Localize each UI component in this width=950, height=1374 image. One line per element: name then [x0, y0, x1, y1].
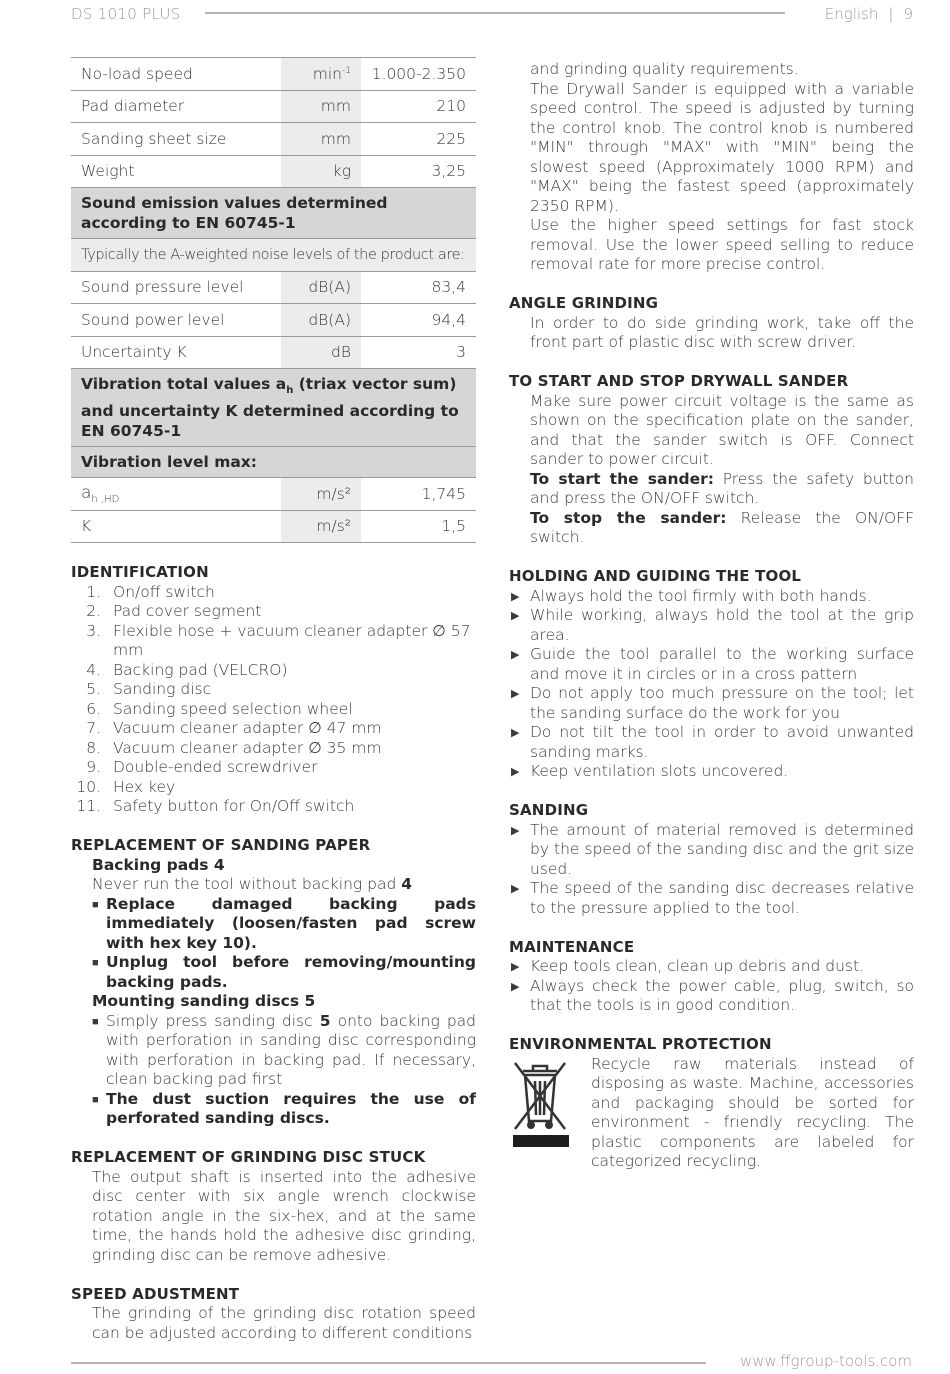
spec-row [71, 478, 476, 511]
list-item: ▶ Always hold the tool firmly with both hands. [511, 586, 872, 605]
list-item: ▶ Do not apply too much pressure on the tool; let the sanding surface do the work for you [511, 684, 914, 722]
spec-value: 1,5 [361, 510, 476, 543]
environment-text: Recycle raw materials instead of disposing as waste. Machine, accessories and packaging should be sorted for environment - friendly recycling. The plastic components are labeled for categorized recycling. [591, 1054, 914, 1170]
triangle-bullet-icon: ▶ [511, 609, 520, 622]
stuck-text: The output shaft is inserted into the adhesive disc center with six angle wrench clockwise rotation angle in the six-hex, and at the same time, the hands hold the adhesive disc grinding, grinding disc can be remove adhesive. [92, 1167, 476, 1264]
spec-subheader [71, 239, 476, 272]
environment-heading: ENVIRONMENTAL PROTECTION [509, 1035, 772, 1053]
triangle-bullet-icon: ▶ [511, 960, 520, 973]
spec-label: $a_{h ,HD}$ [71, 478, 281, 511]
footer-url[interactable]: www.ffgroup-tools.com [739, 1352, 912, 1370]
triangle-bullet-icon: ▶ [511, 979, 520, 993]
list-item: ■ Unplug tool before removing/mounting backing pads. [92, 953, 476, 991]
speed-settings-text: Use the higher speed settings for fast stock removal. Use the lower speed selling to reduce removal rate for more precise control. [530, 216, 914, 273]
speed-control-text: The Drywall Sander is equipped with a variable speed control. The speed is adjusted by turning the control knob. The control knob is numbered "MIN" through "MAX" with "MIN" being the slowest speed (Approximately 1000 RPM) and "MAX" being the fastest speed (approximately 2350 RPM). [530, 79, 914, 215]
header-language: English [824, 5, 879, 23]
list-item: ▶ Guide the tool parallel to the working surface and move it in circles or in a cross pattern [511, 645, 914, 683]
spec-unit: dB [281, 336, 361, 369]
never-run-text: Never run the tool without backing pad 4 [92, 875, 413, 893]
maintenance-heading: MAINTENANCE [509, 937, 635, 956]
spec-unit: dB(A) [281, 304, 361, 337]
spec-row [71, 123, 476, 156]
spec-value: 83,4 [361, 271, 476, 304]
start-stop-heading: TO START AND STOP DRYWALL SANDER [509, 372, 849, 390]
start-stop-text: Make sure power circuit voltage is the same as shown on the specification plate on the sander, and that the sander switch is OFF. Connect sander to power circuit. [530, 391, 914, 468]
header-rule [205, 12, 785, 14]
identification-list [71, 583, 476, 817]
spec-unit: $\min^{-1}$ [281, 58, 361, 91]
list-item: ▶ The speed of the sanding disc decreases relative to the pressure applied to the tool. [511, 879, 914, 917]
spec-value: 1.000-2.350 [361, 58, 476, 91]
list-item: 10. Hex key [76, 777, 176, 796]
holding-heading: HOLDING AND GUIDING THE TOOL [509, 567, 802, 585]
triangle-bullet-icon: ▶ [511, 882, 520, 895]
spec-unit: m/s² [281, 510, 361, 543]
maintenance-list [509, 957, 914, 1016]
stop-instruction: To stop the sander: Release the ON/OFF switch. [530, 508, 914, 546]
square-bullet-icon: ■ [92, 956, 99, 969]
spec-row [71, 155, 476, 188]
mounting-bullets [71, 1012, 476, 1129]
spec-row [71, 58, 476, 91]
spec-value: 210 [361, 90, 476, 123]
spec-value: 225 [361, 123, 476, 156]
stuck-heading: REPLACEMENT OF GRINDING DISC STUCK [71, 1148, 426, 1166]
square-bullet-icon: ■ [92, 1092, 99, 1106]
spec-unit: mm [281, 123, 361, 156]
header-model: DS 1010 PLUS [71, 5, 181, 23]
start-instruction: To start the sander: Press the safety button and press the ON/OFF switch. [530, 469, 914, 507]
list-item: ▶ Keep ventilation slots uncovered. [511, 762, 789, 780]
triangle-bullet-icon: ▶ [511, 648, 520, 661]
list-item: 11. Safety button for On/Off switch [76, 797, 355, 815]
noise-levels-note: Typically the A-weighted noise levels of the product are: [71, 239, 476, 272]
spec-unit: dB(A) [281, 271, 361, 304]
header-page-info [825, 5, 913, 23]
triangle-bullet-icon: ▶ [511, 589, 520, 603]
spec-row [71, 510, 476, 543]
spec-row [71, 336, 476, 369]
speed-heading: SPEED ADUSTMENT [71, 1284, 240, 1303]
triangle-bullet-icon: ▶ [511, 765, 520, 778]
left-column [71, 563, 476, 1343]
spec-label: Uncertainty K [71, 336, 281, 369]
replacement-heading: REPLACEMENT OF SANDING PAPER [71, 836, 371, 854]
list-item: 7. Vacuum cleaner adapter ∅ 47 mm [86, 719, 382, 737]
spec-value: 94,4 [361, 304, 476, 337]
sanding-list [509, 821, 914, 919]
square-bullet-icon: ■ [92, 897, 99, 911]
spec-table [71, 57, 476, 543]
triangle-bullet-icon: ▶ [511, 823, 520, 837]
spec-section-header [71, 447, 476, 478]
spec-label: Sound pressure level [71, 271, 281, 304]
list-item: 4. Backing pad (VELCRO) [86, 660, 288, 679]
spec-label: K [71, 510, 281, 543]
angle-heading: ANGLE GRINDING [509, 294, 659, 312]
footer-rule [71, 1362, 706, 1364]
identification-heading: IDENTIFICATION [71, 563, 209, 581]
speed-text: The grinding of the grinding disc rotation speed can be adjusted according to different conditions [92, 1304, 476, 1342]
sound-emission-heading: Sound emission values determined according to EN 60745-1 [71, 188, 476, 239]
vibration-level-heading: Vibration level max: [71, 447, 476, 478]
list-item: ■ Simply press sanding disc 5 onto backing pad with perforation in sanding disc corresponding with perforation in backing pad. If necessary, clean backing pad first [92, 1011, 476, 1088]
spec-value: 3 [361, 336, 476, 369]
spec-section-header [71, 188, 476, 239]
spec-unit: m/s² [281, 478, 361, 511]
spec-label: No-load speed [71, 58, 281, 91]
spec-row [71, 304, 476, 337]
weee-crossed-bin-icon [509, 1055, 591, 1172]
list-item: ■ The dust suction requires the use of perforated sanding discs. [92, 1089, 476, 1127]
backing-bullets [71, 895, 476, 993]
spec-label: Pad diameter [71, 90, 281, 123]
spec-row [71, 90, 476, 123]
list-item: ▶ The amount of material removed is determined by the speed of the sanding disc and the grit size used. [511, 820, 914, 878]
triangle-bullet-icon: ▶ [511, 687, 520, 700]
spec-row [71, 271, 476, 304]
list-item: 9. Double-ended screwdriver [86, 758, 318, 776]
sanding-heading: SANDING [509, 801, 589, 819]
spec-label: Weight [71, 155, 281, 188]
list-item: 2. Pad cover segment [86, 602, 262, 620]
spec-value: 1,745 [361, 478, 476, 511]
mounting-subheading: Mounting sanding discs 5 [92, 992, 316, 1010]
list-item: ▶ While working, always hold the tool at the grip area. [511, 606, 914, 644]
angle-text: In order to do side grinding work, take off the front part of plastic disc with screw driver. [530, 313, 914, 351]
holding-list [509, 587, 914, 782]
list-item: 5. Sanding disc [86, 680, 212, 698]
environment-block [509, 1055, 914, 1172]
header-separator: | [888, 5, 894, 23]
vibration-heading: Vibration total values $a_h$ (triax vector sum) and uncertainty K determined according to EN 60745-1 [71, 369, 476, 447]
list-item: ■ Replace damaged backing pads immediately (loosen/fasten pad screw with hex key 10). [92, 894, 476, 952]
list-item: ▶ Always check the power cable, plug, switch, so that the tools is in good condition. [511, 976, 914, 1014]
speed-text-continued: and grinding quality requirements. [530, 60, 799, 78]
spec-value: 3,25 [361, 155, 476, 188]
spec-unit: kg [281, 155, 361, 188]
list-item: 6. Sanding speed selection wheel [86, 699, 353, 718]
backing-pads-subheading: Backing pads 4 [92, 855, 225, 874]
spec-label: Sound power level [71, 304, 281, 337]
triangle-bullet-icon: ▶ [511, 726, 520, 739]
list-item: 1. On/off switch [86, 582, 215, 601]
right-column [509, 60, 914, 1172]
page-number: 9 [903, 5, 913, 23]
list-item: ▶ Do not tilt the tool in order to avoid unwanted sanding marks. [511, 723, 914, 761]
square-bullet-icon: ■ [92, 1014, 99, 1028]
list-item: ▶ Keep tools clean, clean up debris and dust. [511, 957, 865, 975]
list-item: 3. Flexible hose + vacuum cleaner adapter ∅ 57 mm [86, 621, 471, 659]
list-item: 8. Vacuum cleaner adapter ∅ 35 mm [86, 738, 382, 757]
spec-section-header [71, 369, 476, 447]
spec-label: Sanding sheet size [71, 123, 281, 156]
spec-unit: mm [281, 90, 361, 123]
